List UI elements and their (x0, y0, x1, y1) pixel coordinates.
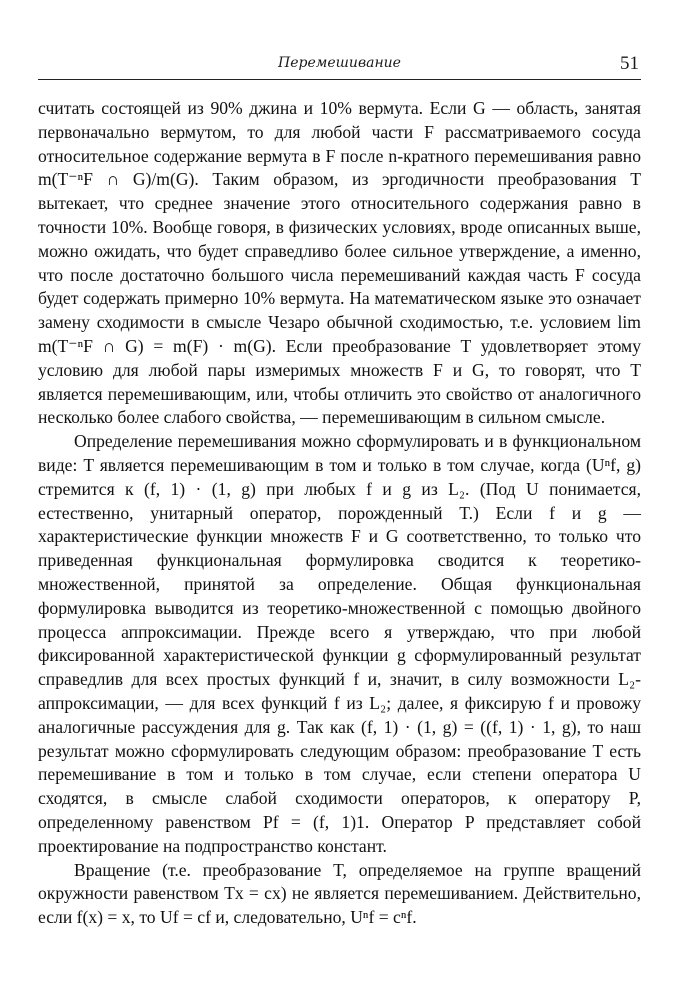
header-rule (38, 79, 641, 80)
page-number: 51 (620, 53, 639, 74)
paragraph-3: Вращение (т.е. преобразование T, определяемое на группе вращений окружности равенством Tx = cx) не является перемешиванием. Действительно, если f(x) = x, то Uf = cf и, следовательно, Uⁿf = cⁿf. (38, 859, 641, 928)
running-title: Перемешивание (278, 55, 401, 71)
body-text (38, 97, 641, 930)
paragraph-1: считать состоящей из 90% джина и 10% вермута. Если G — область, занятая первоначально вермутом, то для любой части F рассматриваемого сосуда относительное содержание вермута в F после n-кратного перемешивания равно m(T⁻ⁿF ∩ G)/m(G). Таким образом, из эргодичности преобразования T вытекает, что среднее значение этого относительного содержания равно в точности 10%. Вообще говоря, в физических условиях, вроде описанных выше, можно ожидать, что будет справедливо более сильное утверждение, а именно, что после достаточно большого числа перемешиваний каждая часть F сосуда будет содержать примерно 10% вермута. На математическом языке это означает замену сходимости в смысле Чезаро обычной сходимостью, т.е. условием lim m(T⁻ⁿF ∩ G) = m(F) · m(G). Если преобразование T удовлетворяет этому условию для любой пары измеримых множеств F и G, то говорят, что T является перемешивающим, или, чтобы отличить это свойство от аналогичного несколько более слабого свойства, — перемешивающим в сильном смысле. (38, 98, 641, 428)
paragraph-2: Определение перемешивания можно сформулировать и в функциональном виде: T является перемешивающим в том и только в том случае, когда (Uⁿf, g) стремится к (f, 1) · (1, g) при любых f и g из L₂. (Под U понимается, естественно, унитарный оператор, порожденный T.) Если f и g — характеристические функции множеств F и G соответственно, то только что приведенная функциональная формулировка сводится к теоретико-множественной, принятой за определение. Общая функциональная формулировка выводится из теоретико-множественной с помощью двойного процесса аппроксимации. Прежде всего я утверждаю, что при любой фиксированной характеристической функции g сформулированный результат справедлив для всех простых функций f и, значит, в силу возможности L₂-аппроксимации, — для всех функций f из L₂; далее, я фиксирую f и провожу аналогичные рассуждения для g. Так как (f, 1) · (1, g) = ((f, 1) · 1, g), то наш результат можно сформулировать следующим образом: преобразование T есть перемешивание в том и только в том случае, если степени оператора U сходятся, в смысле слабой сходимости операторов, к оператору P, определенному равенством Pf = (f, 1)1. Оператор P представляет собой проектирование на подпространство констант. (38, 431, 641, 856)
running-header (38, 55, 641, 77)
